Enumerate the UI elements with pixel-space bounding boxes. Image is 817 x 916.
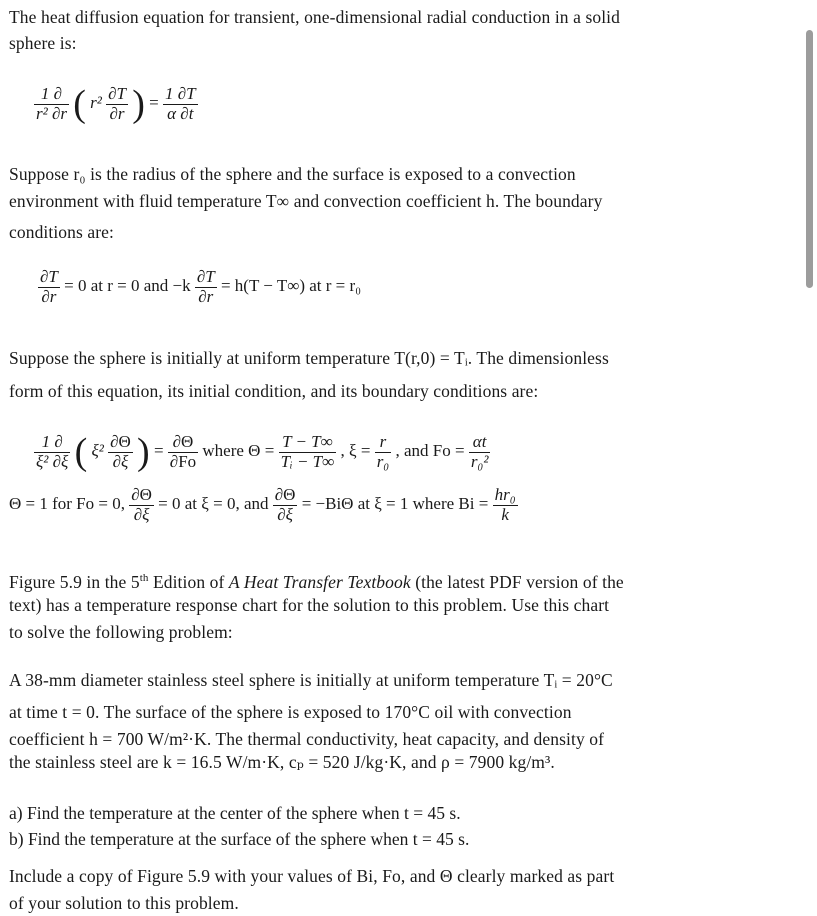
para2-line-3: conditions are: <box>9 222 115 242</box>
para5-line-1: A 38-mm diameter stainless steel sphere is initially at uniform temperature Tᵢ = 20°C <box>9 670 613 690</box>
para3-line-1: Suppose the sphere is initially at uniform temperature T(r,0) = Tᵢ. The dimensionless <box>9 348 609 368</box>
boundary-conditions: $\frac{\partial T}{\partial r}$ = 0 at r = 0 and −k $\frac{\partial T}{\partial r}$ = h(T − T∞) at r = r₀ <box>40 267 362 306</box>
eq1-lhs-fraction: $\frac{1 \partial}{\text{r² ∂r}}$ <box>36 83 67 123</box>
para2-line-2: environment with fluid temperature T∞ and convection coefficient h. The boundary <box>9 191 603 211</box>
para4-line-1: Figure 5.9 in the 5th Edition of A Heat Transfer Textbook (the latest PDF version of the <box>9 572 624 592</box>
para4-line-2: text) has a temperature response chart for the solution to this problem. Use this chart <box>9 595 610 615</box>
para2-line-1: Suppose r₀ is the radius of the sphere and the surface is exposed to a convection <box>9 164 576 184</box>
eq1-inner-fraction: $\frac{\partial T}{\partial r}$ <box>108 83 126 123</box>
dimensionless-conditions: Θ = 1 for Fo = 0, $\frac{\partial\Theta}{\partial\xi}$ = 0 at ξ = 0, and $\frac{\partial\Theta}{\partial\xi}$ = −BiΘ at ξ = 1 where Bi = $\frac{\text{hr₀}}{k}$ <box>9 485 516 524</box>
vertical-scrollbar-thumb[interactable] <box>806 30 813 288</box>
para4-line-3: to solve the following problem: <box>9 622 233 642</box>
para5-line-2: at time t = 0. The surface of the sphere is exposed to 170°C oil with convection <box>9 702 572 722</box>
para5-line-3: coefficient h = 700 W/m²·K. The thermal conductivity, heat capacity, and density of <box>9 729 605 749</box>
bc-fraction-1: $\frac{\partial T}{\partial r}$ <box>40 267 58 306</box>
question-b: b) Find the temperature at the surface of the sphere when t = 45 s. <box>9 828 470 849</box>
dimensionless-equation: $\frac{1 \partial}{\text{ξ² ∂ξ}}$ ( ξ² $\frac{\partial\Theta}{\partial\xi}$ ) = $\frac{\partial\Theta}{\partial Fo}$ where Θ = $\frac{T - T\infty}{\text{Tᵢ − T∞}}$ , ξ = $\frac{r}{\text{r₀}}$ , and Fo = $\frac{\alpha t}{\text{r₀²}}$ <box>36 431 489 473</box>
bc-fraction-2: $\frac{\partial T}{\partial r}$ <box>196 267 215 306</box>
heat-diffusion-equation: $\frac{1 \partial}{\text{r² ∂r}}$ ( r² $\frac{\partial T}{\partial r}$ ) = $\frac{1 \partial T}{\alpha \partial t}$ <box>36 83 196 125</box>
intro-line-1: The heat diffusion equation for transient, one-dimensional radial conduction in a solid <box>9 7 620 27</box>
eq1-rhs-fraction: $\frac{1 \partial T}{\alpha \partial t}$ <box>164 83 196 123</box>
question-a: a) Find the temperature at the center of the sphere when t = 45 s. <box>9 802 461 823</box>
para3-line-2: form of this equation, its initial condition, and its boundary conditions are: <box>9 381 539 401</box>
para5-line-4: the stainless steel are k = 16.5 W/m·K, cₚ = 520 J/kg·K, and ρ = 7900 kg/m³. <box>9 752 555 772</box>
para6-line-2: of your solution to this problem. <box>9 893 239 913</box>
para6-line-1: Include a copy of Figure 5.9 with your values of Bi, Fo, and Θ clearly marked as part <box>9 866 615 886</box>
intro-line-2: sphere is: <box>9 33 77 53</box>
